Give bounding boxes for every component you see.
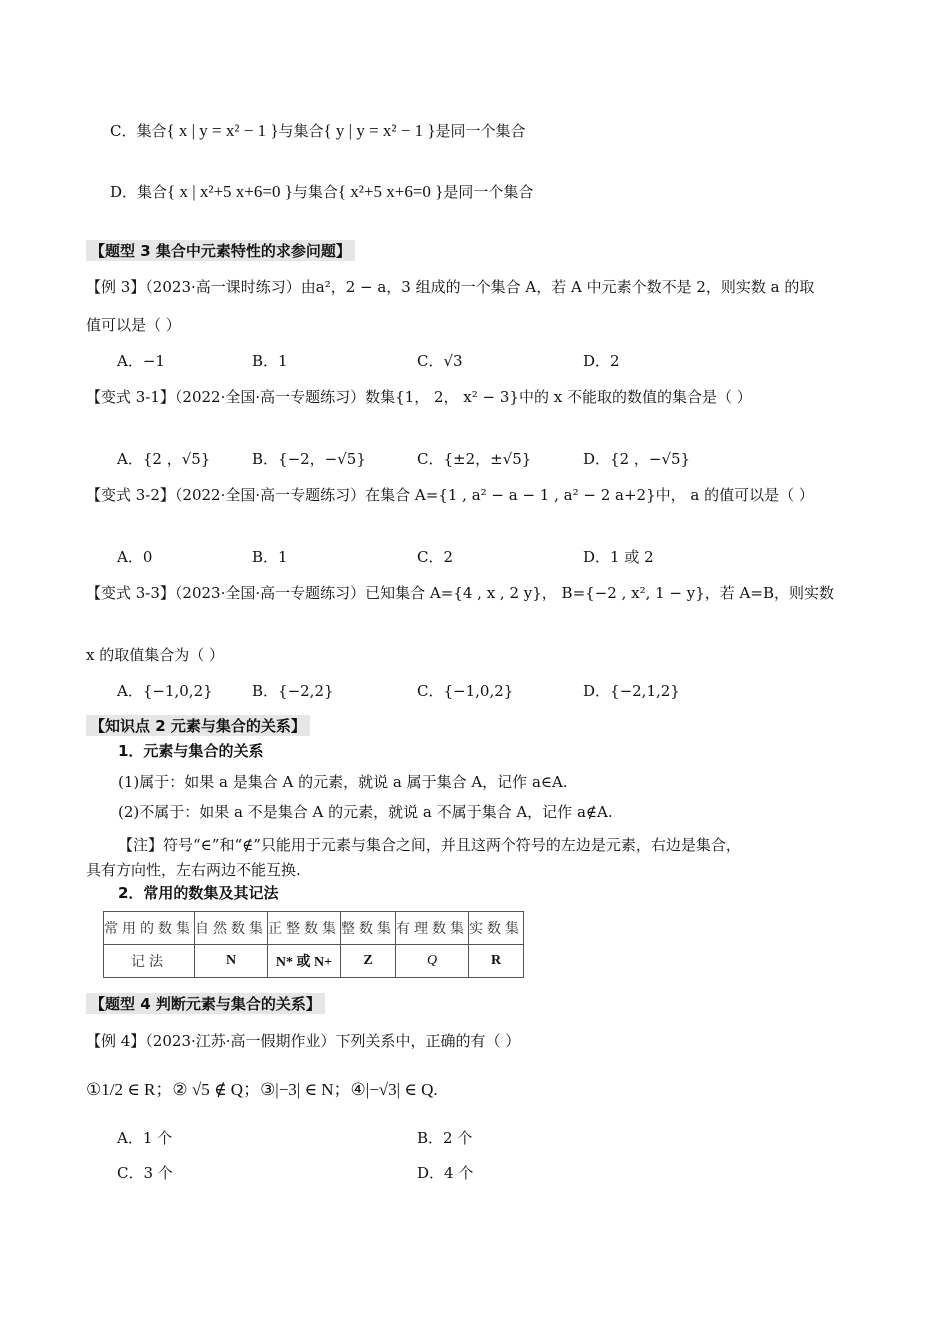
section-header-kp2: 【知识点 2 元素与集合的关系】: [86, 715, 310, 736]
example3-opt-b: B．1: [252, 352, 288, 370]
variant3-1-line1: 【变式 3-1】（2022·全国·高一专题练习）数集{1， 2， x² − 3}中的 x 不能取的数值的集合是（ ）: [86, 388, 752, 406]
table-header-cell: 有理数集: [396, 912, 469, 945]
kp2-note-line2: 具有方向性，左右两边不能互换.: [86, 861, 301, 879]
option-c: [110, 120, 526, 141]
option-d-text: D．集合: [110, 183, 168, 201]
example4-opt-a: A．1 个: [117, 1129, 173, 1147]
variant3-1-opt-a: A．{2 ，√5}: [117, 450, 211, 468]
option-d: [110, 181, 533, 202]
table-cell: R: [469, 945, 524, 978]
option-d-set1: { x | x²+5 x+6=0 }: [167, 182, 293, 201]
variant3-3-opt-a: A．{−1,0,2}: [117, 682, 213, 700]
table-cell: Q: [396, 945, 469, 978]
section-header-type4: 【题型 4 判断元素与集合的关系】: [86, 993, 325, 1014]
variant3-1-opt-d: D．{2 ，−√5}: [583, 450, 691, 468]
option-d-set2: { x²+5 x+6=0 }: [337, 182, 444, 201]
example3-line1: 【例 3】（2023·高一课时练习）由a²，2 − a，3 组成的一个集合 A，若 A 中元素个数不是 2，则实数 a 的取: [86, 278, 815, 296]
table-header-cell: 常用的数集: [104, 912, 195, 945]
variant3-3-opt-b: B．{−2,2}: [252, 682, 334, 700]
example3-opt-a: A．−1: [117, 352, 165, 370]
section-header-type3: 【题型 3 集合中元素特性的求参问题】: [86, 240, 355, 261]
variant3-2-opt-d: D．1 或 2: [583, 548, 654, 566]
kp2-para1: (1)属于：如果 a 是集合 A 的元素，就说 a 属于集合 A，记作 a∈A.: [118, 773, 568, 791]
variant3-2-line1: 【变式 3-2】（2022·全国·高一专题练习）在集合 A={1 , a² − a − 1 , a² − 2 a+2}中， a 的值可以是（ ）: [86, 486, 814, 504]
variant3-1-opt-c: C．{±2，±√5}: [417, 450, 532, 468]
option-c-set2: { y | y = x² − 1 }: [323, 121, 436, 140]
table-cell: 记法: [104, 945, 195, 978]
example4-opt-b: B．2 个: [417, 1129, 473, 1147]
example4-opt-c: C．3 个: [117, 1164, 173, 1182]
variant3-3-line1: 【变式 3-3】（2023·全国·高一专题练习）已知集合 A={4 , x , 2 y}， B={−2 , x², 1 − y}，若 A=B，则实数: [86, 584, 834, 602]
variant3-3-opt-c: C．{−1,0,2}: [417, 682, 514, 700]
option-c-suffix: 是同一个集合: [435, 122, 526, 140]
variant3-1-opt-b: B．{−2，−√5}: [252, 450, 366, 468]
example4-line2: ①1/2 ∈ R；② √5 ∉ Q；③|−3| ∈ N；④|−√3| ∈ Q.: [86, 1080, 438, 1099]
kp2-para2: (2)不属于：如果 a 不是集合 A 的元素，就说 a 不属于集合 A，记作 a∉A.: [118, 803, 613, 821]
kp2-note-line1: 【注】符号“∈”和“∉”只能用于元素与集合之间，并且这两个符号的左边是元素，右边是集合，: [118, 836, 741, 854]
table-header-row: [104, 912, 524, 945]
example3-line2: 值可以是（ ）: [86, 316, 181, 334]
kp2-heading1: 1．元素与集合的关系: [118, 742, 264, 760]
table-cell: Z: [341, 945, 396, 978]
table-header-cell: 自然数集: [195, 912, 268, 945]
option-c-text: C．集合: [110, 122, 167, 140]
number-sets-table: [103, 911, 524, 978]
option-d-suffix: 是同一个集合: [443, 183, 534, 201]
variant3-2-opt-c: C．2: [417, 548, 454, 566]
option-c-mid: 与集合: [278, 122, 324, 140]
table-row: [104, 945, 524, 978]
table-cell: N* 或 N+: [268, 945, 341, 978]
option-c-set1: { x | y = x² − 1 }: [166, 121, 279, 140]
example3-opt-c: C．√3: [417, 352, 463, 370]
kp2-heading2: 2．常用的数集及其记法: [118, 884, 279, 902]
variant3-3-line2: x 的取值集合为（ ）: [86, 646, 224, 664]
table-header-cell: 整数集: [341, 912, 396, 945]
option-d-mid: 与集合: [292, 183, 338, 201]
table-header-cell: 正整数集: [268, 912, 341, 945]
example4-line1: 【例 4】（2023·江苏·高一假期作业）下列关系中，正确的有（ ）: [86, 1032, 521, 1050]
variant3-3-opt-d: D．{−2,1,2}: [583, 682, 680, 700]
variant3-2-opt-b: B．1: [252, 548, 288, 566]
example4-opt-d: D．4 个: [417, 1164, 474, 1182]
table-cell: N: [195, 945, 268, 978]
variant3-2-opt-a: A．0: [117, 548, 153, 566]
example3-opt-d: D．2: [583, 352, 620, 370]
table-header-cell: 实数集: [469, 912, 524, 945]
